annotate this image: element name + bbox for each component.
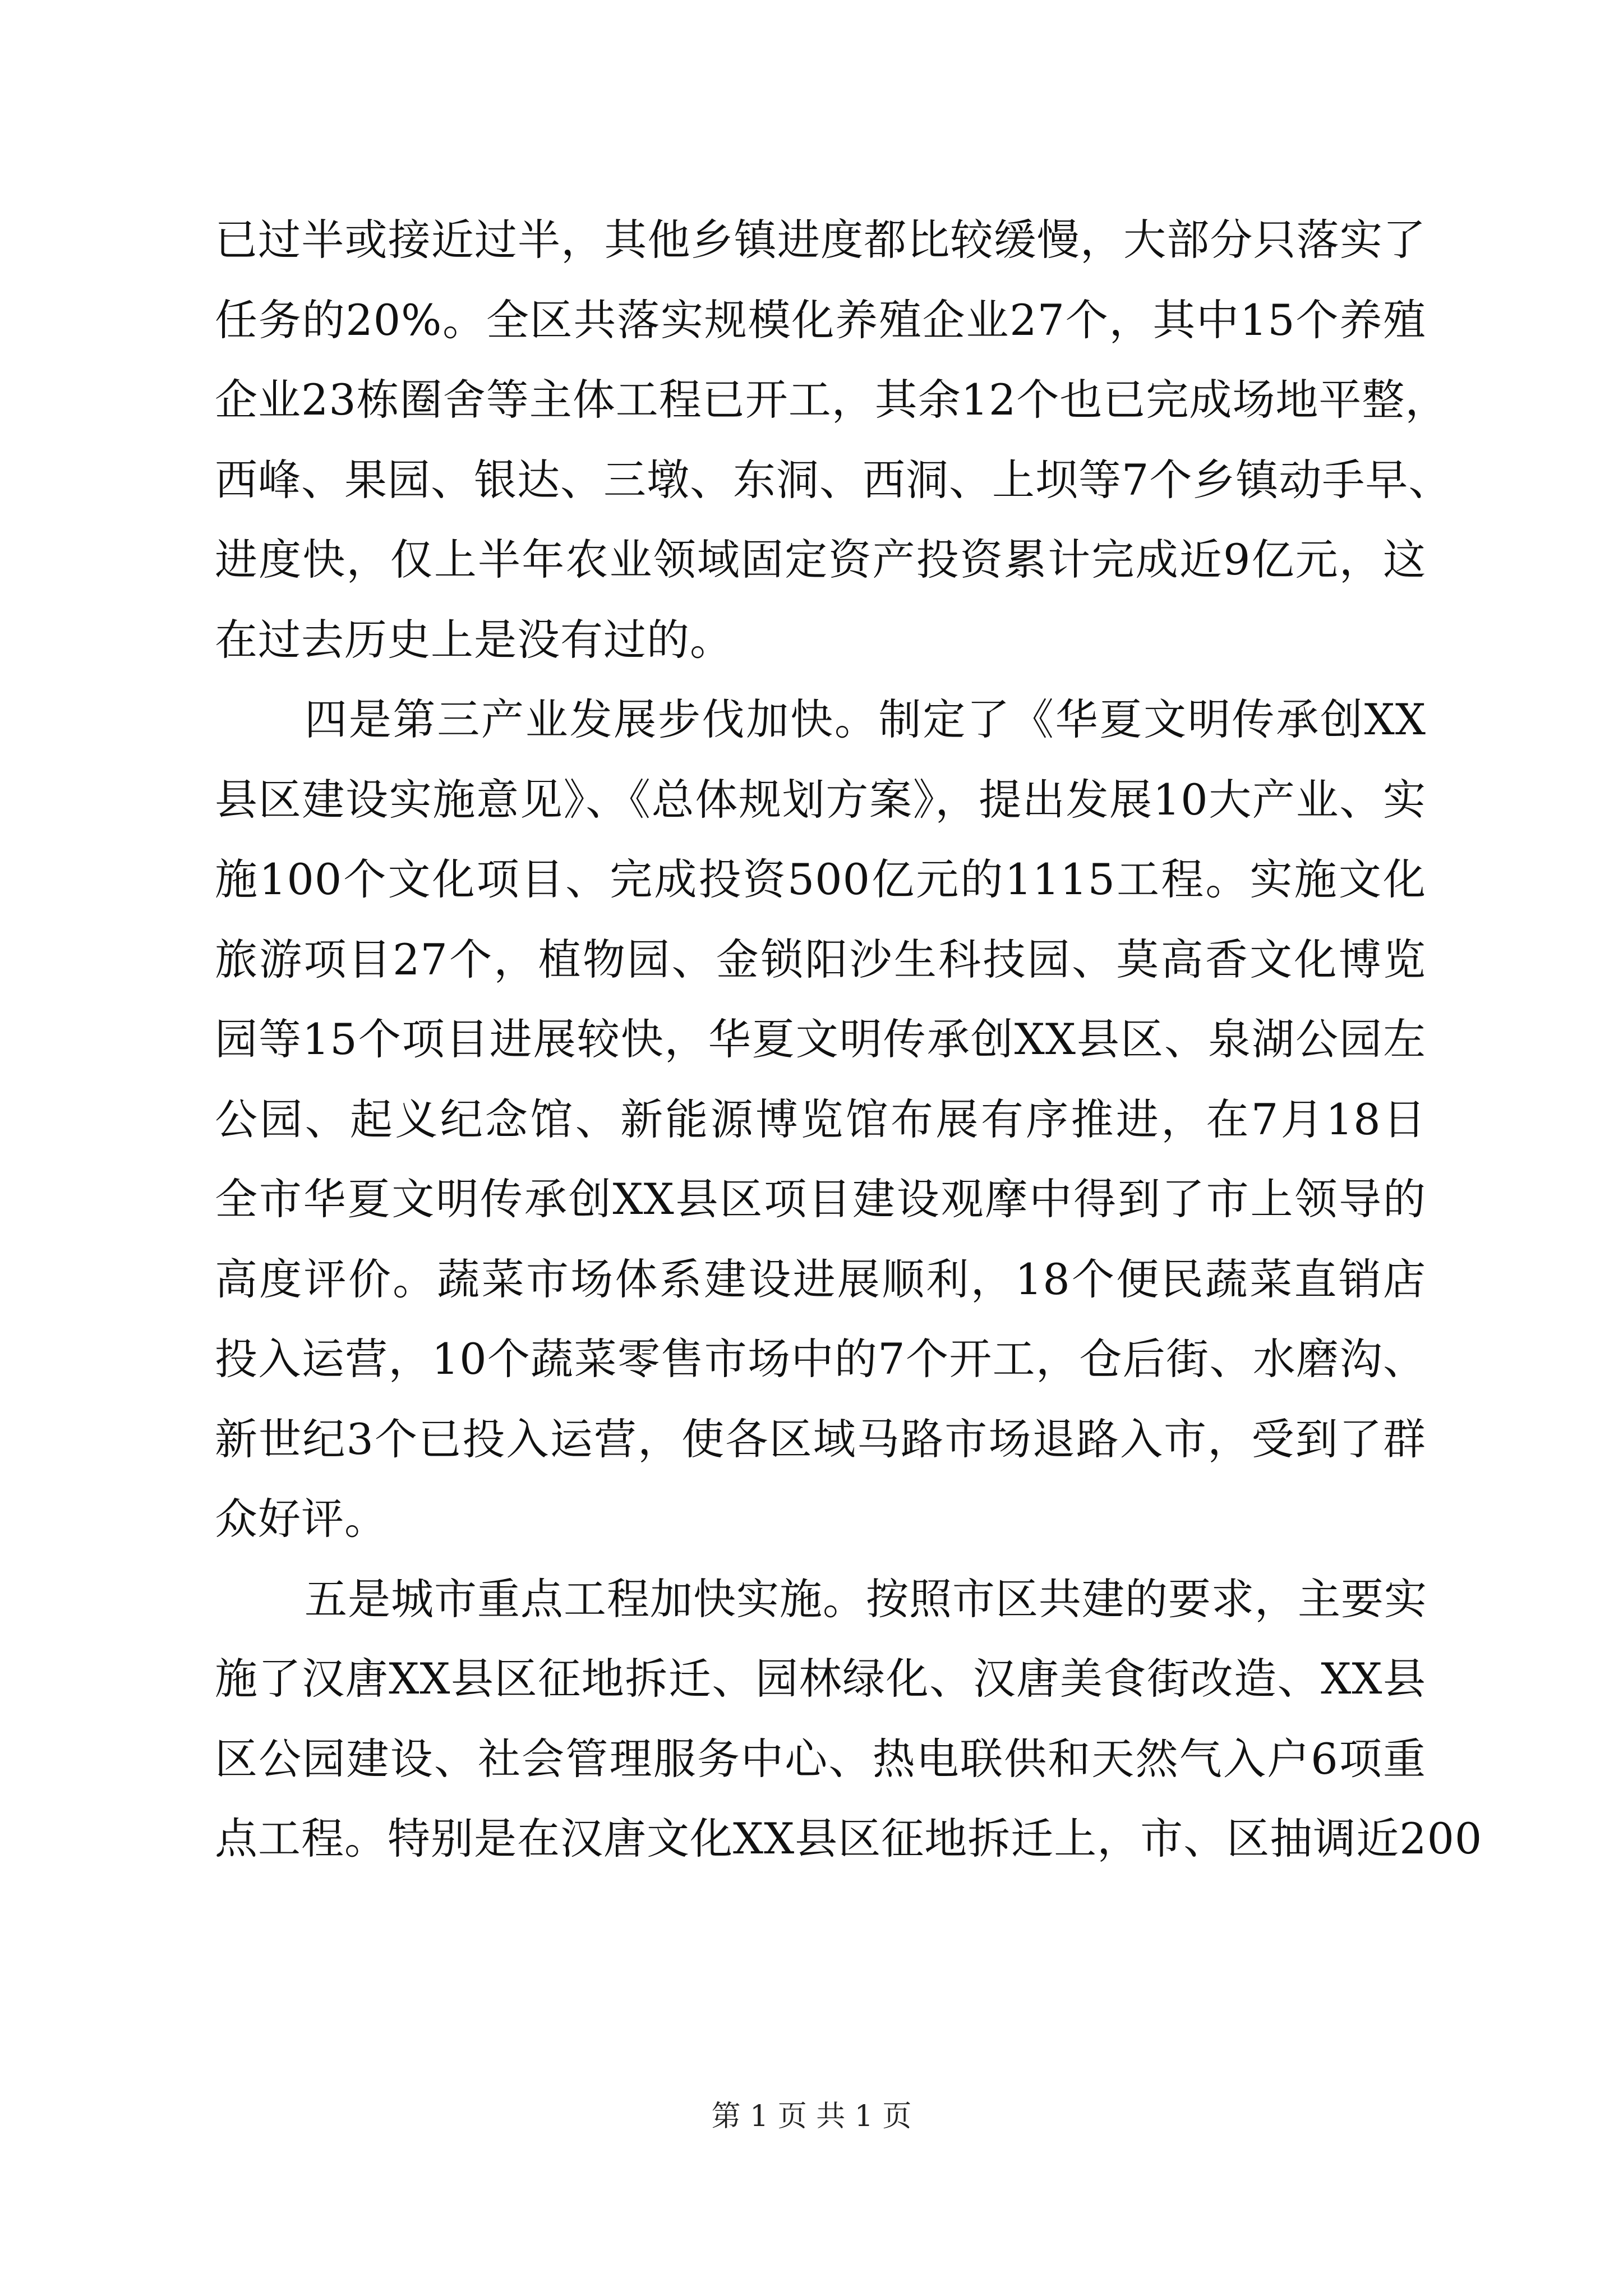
page-number-footer: 第 1 页 共 1 页 — [711, 2100, 912, 2133]
text-line: 高度评价。蔬菜市场体系建设进展顺利，18个便民蔬菜直销店 — [215, 1254, 1426, 1304]
paragraph-first-line: 四是第三产业发展步伐加快。制定了《华夏文明传承创XX — [305, 694, 1426, 744]
text-line: 区公园建设、社会管理服务中心、热电联供和天然气入户6项重 — [215, 1733, 1426, 1784]
body-text — [215, 200, 1483, 1879]
text-line: 企业23栋圈舍等主体工程已开工，其余12个也已完成场地平整， — [215, 375, 1449, 425]
text-line: 全市华夏文明传承创XX县区项目建设观摩中得到了市上领导的 — [215, 1174, 1426, 1224]
text-line: 旅游项目27个，植物园、金锁阳沙生科技园、莫高香文化博览 — [215, 934, 1426, 984]
text-line: 县区建设实施意见》、《总体规划方案》，提出发展10大产业、实 — [215, 774, 1426, 825]
text-line: 在过去历史上是没有过的。 — [215, 614, 733, 665]
text-line: 投入运营，10个蔬菜零售市场中的7个开工，仓后街、水磨沟、 — [215, 1334, 1426, 1384]
text-line: 已过半或接近过半，其他乡镇进度都比较缓慢，大部分只落实了 — [215, 215, 1426, 265]
text-line: 施100个文化项目、完成投资500亿元的1115工程。实施文化 — [215, 854, 1426, 904]
text-line: 众好评。 — [215, 1494, 388, 1544]
text-line: 点工程。特别是在汉唐文化XX县区征地拆迁上，市、区抽调近200 — [215, 1814, 1483, 1864]
text-line: 园等15个项目进展较快，华夏文明传承创XX县区、泉湖公园左 — [215, 1014, 1426, 1064]
text-line: 新世纪3个已投入运营，使各区域马路市场退路入市，受到了群 — [215, 1414, 1426, 1464]
text-line: 施了汉唐XX县区征地拆迁、园林绿化、汉唐美食街改造、XX县 — [215, 1654, 1426, 1704]
text-line: 西峰、果园、银达、三墩、东洞、西洞、上坝等7个乡镇动手早、 — [215, 454, 1452, 505]
text-line: 公园、起义纪念馆、新能源博览馆布展有序推进，在7月18日 — [215, 1094, 1426, 1144]
paragraph-first-line: 五是城市重点工程加快实施。按照市区共建的要求，主要实 — [305, 1573, 1427, 1624]
text-line: 任务的20%。全区共落实规模化养殖企业27个，其中15个养殖 — [215, 295, 1426, 345]
text-line: 进度快，仅上半年农业领域固定资产投资累计完成近9亿元，这 — [215, 535, 1426, 585]
